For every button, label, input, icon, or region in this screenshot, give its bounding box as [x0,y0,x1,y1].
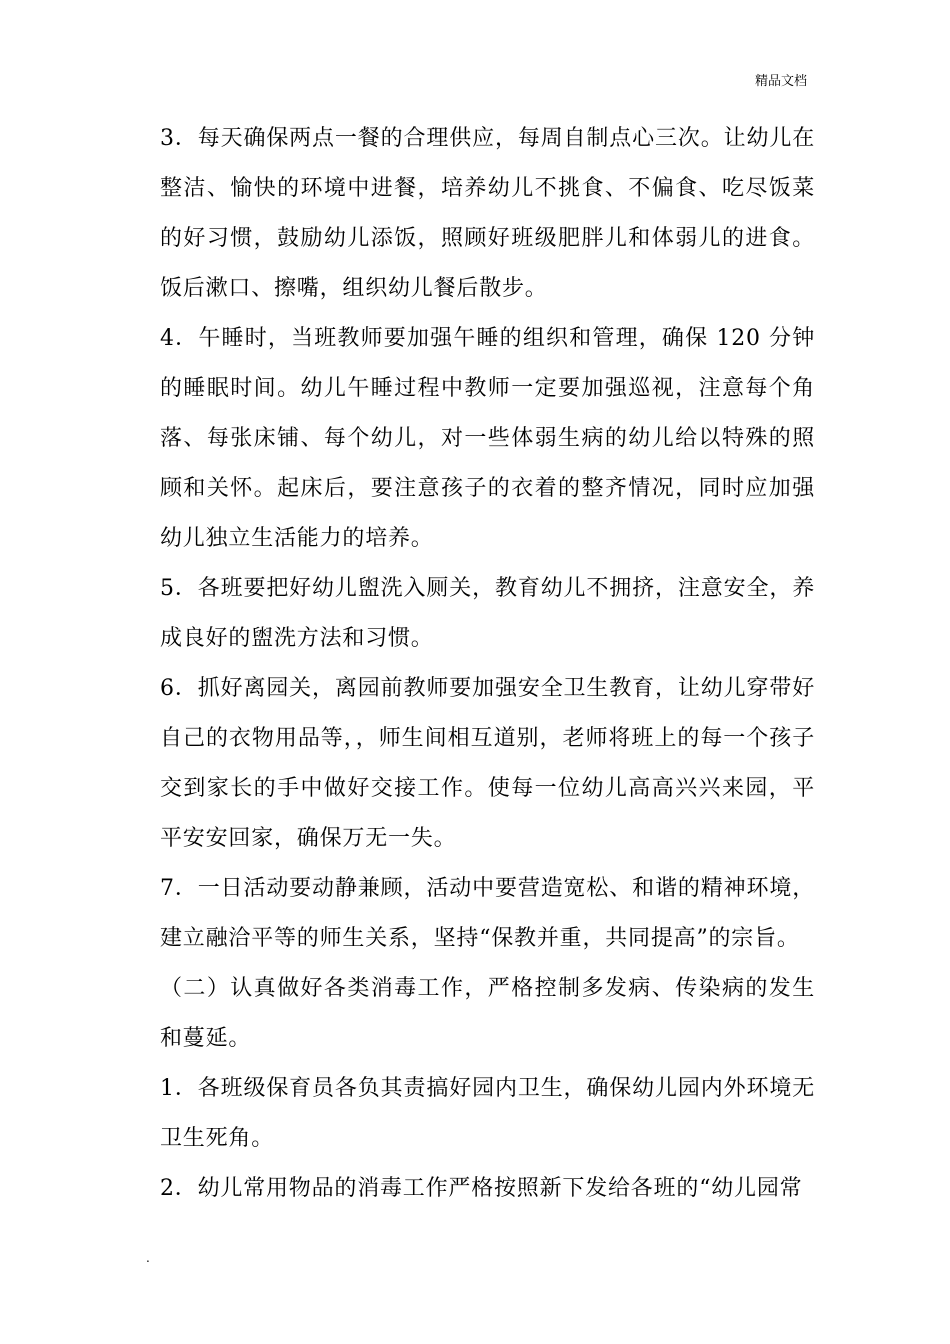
page-header-label: 精品文档 [754,74,807,89]
footer-mark: . [146,1251,150,1265]
document-body [160,114,815,1214]
paragraph-item-2: 2．幼儿常用物品的消毒工作严格按照新下发给各班的“幼儿园常 [160,1176,803,1201]
paragraph-item-4: 4．午睡时，当班教师要加强午睡的组织和管理，确保 120 分钟的睡眠时间。幼儿午睡过程中教师一定要加强巡视，注意每个角落、每张床铺、每个幼儿，对一些体弱生病的幼儿给以特殊的照顾和关怀。起床后，要注意孩子的衣着的整齐情况，同时应加强幼儿独立生活能力的培养。 [160,326,815,551]
paragraph-item-6: 6．抓好离园关，离园前教师要加强安全卫生教育，让幼儿穿带好自己的衣物用品等，，师生间相互道别，老师将班上的每一个孩子交到家长的手中做好交接工作。使每一位幼儿高高兴兴来园，平平安安回家，确保万无一失。 [160,676,815,851]
paragraph-item-3: 3．每天确保两点一餐的合理供应，每周自制点心三次。让幼儿在整洁、愉快的环境中进餐，培养幼儿不挑食、不偏食、吃尽饭菜的好习惯，鼓励幼儿添饭，照顾好班级肥胖儿和体弱儿的进食。饭后漱口、擦嘴，组织幼儿餐后散步。 [160,126,815,301]
paragraph-item-1: 1．各班级保育员各负其责搞好园内卫生，确保幼儿园内外环境无卫生死角。 [160,1076,815,1151]
section-heading-2: （二）认真做好各类消毒工作，严格控制多发病、传染病的发生和蔓延。 [160,976,815,1051]
paragraph-item-7: 7．一日活动要动静兼顾，活动中要营造宽松、和谐的精神环境，建立融洽平等的师生关系，坚持“保教并重，共同提高”的宗旨。 [160,876,815,951]
paragraph-item-5: 5．各班要把好幼儿盥洗入厕关，教育幼儿不拥挤，注意安全，养成良好的盥洗方法和习惯。 [160,576,815,651]
